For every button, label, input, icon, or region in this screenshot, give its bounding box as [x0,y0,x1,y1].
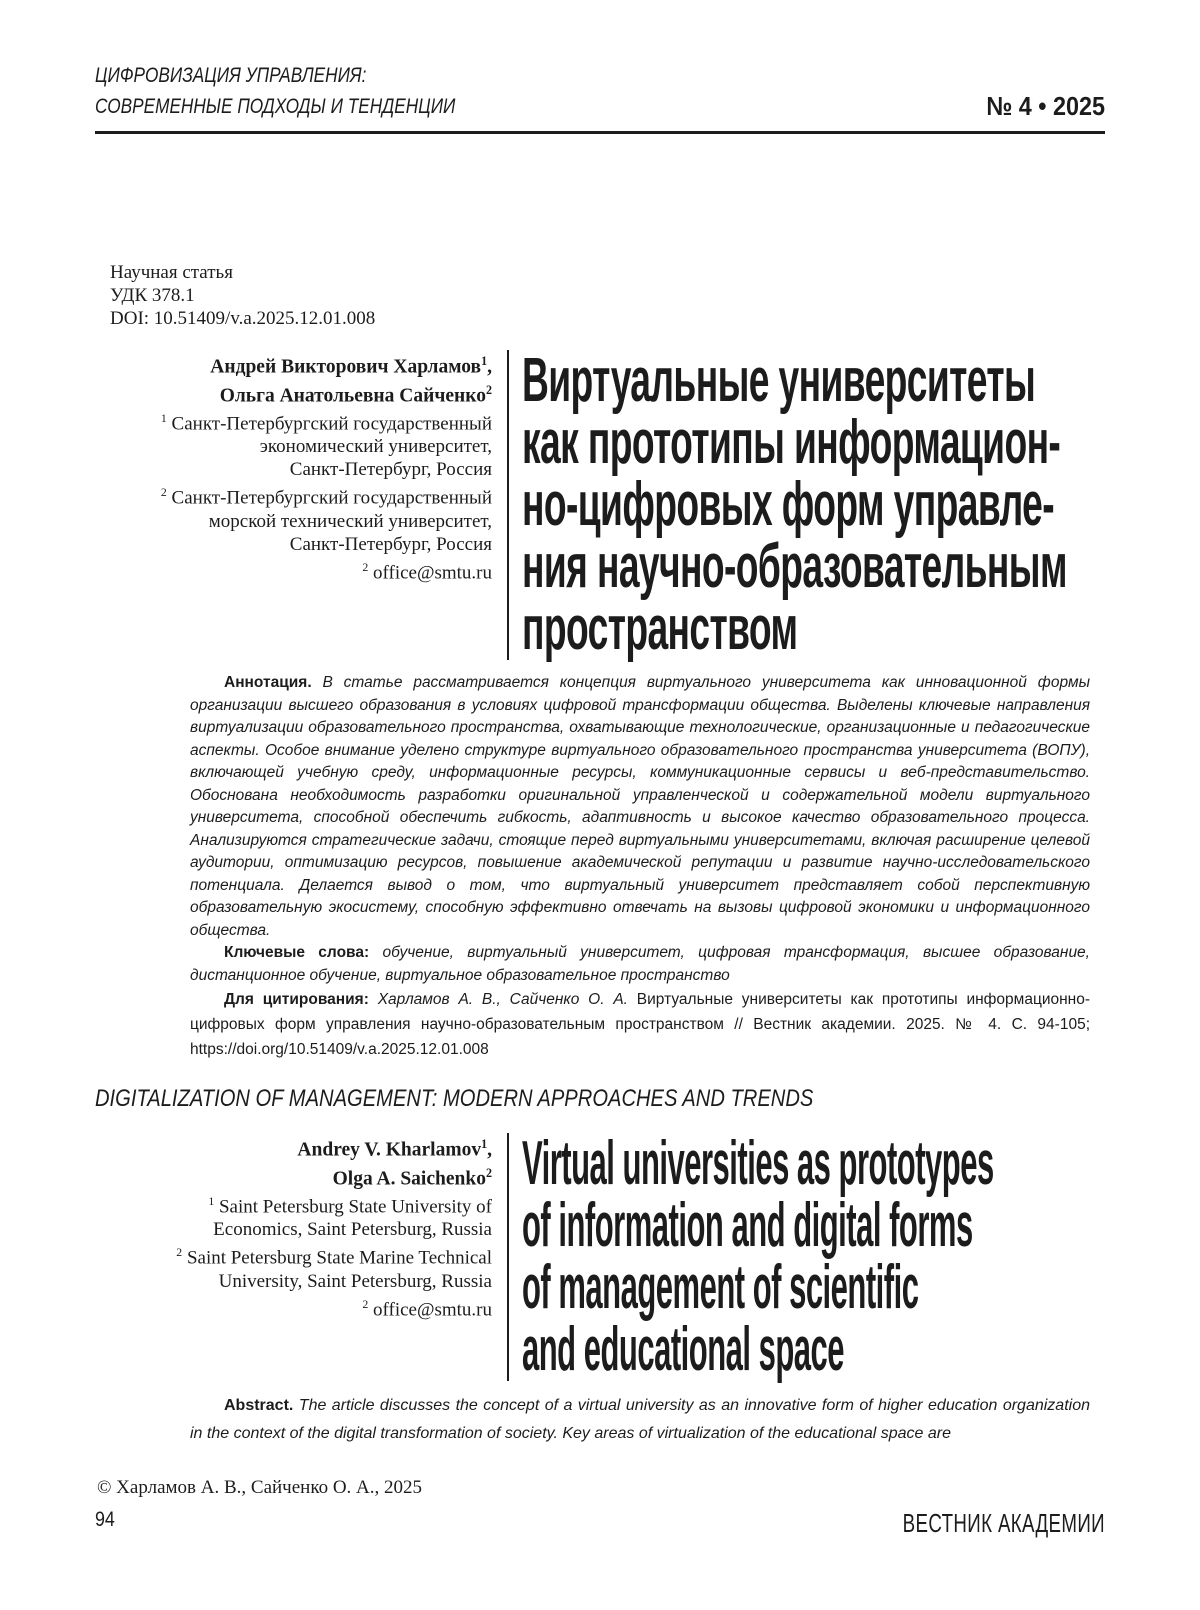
ru-abstract-section [190,672,1090,1062]
ru-citation-text: Виртуальные университеты как прототипы информационно-цифровых форм управления научно-образовательным пространством // Вестник академии. 2025. № 4. С. 94-105; https://doi.org/10.51409/v.a.2025.12.01.008 [190,991,1090,1058]
en-title-line-1: Virtual universities as prototypes [522,1129,994,1198]
ru-author-email [95,556,492,584]
ru-keywords-text: обучение, виртуальный университет, цифровая трансформация, высшее образование, дистанционное обучение, виртуальное образовательное пространство [190,944,1090,984]
en-abstract-text: The article discusses the concept of a virtual university as an innovative form of higher education organization in the context of the digital transformation of society. Key areas of virtualization of the educational space are [190,1397,1091,1442]
udc-code: УДК 378.1 [110,285,195,306]
running-head [95,60,1105,134]
ru-affiliation-2-line2: морской технический университет, [208,510,492,532]
ru-aff-1-text: Санкт-Петербургский государственный [171,413,492,435]
en-affiliation-1-line2: Economics, Saint Petersburg, Russia [213,1219,492,1241]
doi: DOI: 10.51409/v.a.2025.12.01.008 [110,308,376,329]
ru-aff-1-sup: 1 [160,412,167,425]
ru-affiliation-1-line2: экономический университет, [259,436,492,458]
page-number: 94 [95,1508,115,1531]
en-authors [95,1133,507,1381]
ru-citation-label: Для цитирования: [224,991,369,1008]
en-abstract-label: Abstract. [224,1397,294,1414]
en-title-line-2: of information and digital forms [522,1191,973,1260]
ru-aff-2-text: Санкт-Петербургский государственный [171,487,492,509]
article-type: Научная статья [110,262,233,283]
issue-number: № 4 • 2025 [986,91,1105,121]
ru-title-line-1: Виртуальные университеты [522,346,1036,415]
ru-email-text: office@smtu.ru [373,561,492,583]
copyright-line: © Харламов А. В., Сайченко О. А., 2025 [97,1477,423,1498]
journal-section-line2: СОВРЕМЕННЫЕ ПОДХОДЫ И ТЕНДЕНЦИИ [95,95,456,118]
ru-citation-authors: Харламов А. В., Сайченко О. А. [377,991,628,1008]
en-abstract-section [190,1392,1090,1448]
en-title-column [509,1129,1200,1384]
journal-section-line1: ЦИФРОВИЗАЦИЯ УПРАВЛЕНИЯ: [95,64,367,87]
en-email-text: office@smtu.ru [373,1298,492,1320]
en-aff-1-text: Saint Petersburg State University of [218,1196,492,1218]
en-aff-2-sup: 2 [176,1246,183,1260]
ru-keywords [190,942,1090,987]
ru-citation [190,987,1090,1062]
ru-abstract-keywords [190,672,1090,987]
ru-author-1-sup: 1 [481,354,488,368]
ru-author-2 [95,379,492,408]
en-email-sup: 2 [362,1297,369,1311]
en-aff-2-text: Saint Petersburg State Marine Technical [186,1247,492,1269]
en-author-1-sup: 1 [481,1137,488,1151]
en-title-line-3: of management of scientific [522,1253,919,1322]
ru-author-2-sup: 2 [485,382,492,397]
ru-article-title [522,346,1200,663]
ru-abstract-text: В статье рассматривается концепция виртуального университета как инновационной формы организации высшего образования в условиях цифровой трансформации общества. Выделены ключевые направления виртуализации образовательного пространства, охватывающие технологические, организационные и педагогические аспекты. Особое внимание уделено структуре виртуального образовательного пространства университета (ВОПУ), включающей учебную среду, информационные ресурсы, коммуникационные сервисы и веб-представительство. Обоснована необходимость разработки оригинальной управленческой и содержательной модели виртуального университета, способной обеспечить гибкость, адаптивность и высокое качество образовательного процесса. Анализируются стратегические задачи, стоящие перед виртуальными университетами, включая расширение целевой аудитории, оптимизацию ресурсов, повышение академической репутации и развитие научно-исследовательского потенциала. Делается вывод о том, что виртуальный университет представляет собой перспективную образовательную экосистему, способную эффективно отвечать на вызовы цифровой экономики и информационного общества. [190,674,1090,939]
ru-title-line-2: как прототипы информацион- [522,408,1061,477]
en-affiliation-2-line1 [95,1241,492,1269]
en-affiliation-1-line1 [95,1190,492,1218]
en-title-line-4: and educational space [522,1315,844,1384]
ru-affiliation-1-line1 [95,407,492,435]
ru-affiliation-2-line3: Санкт-Петербург, Россия [289,533,492,555]
en-section-title: DIGITALIZATION OF MANAGEMENT: MODERN APPROACHES AND TRENDS [95,1085,814,1112]
ru-author-1-tail: , [487,356,492,378]
en-aff-1-sup: 1 [208,1195,215,1208]
en-author-1-name: Andrey V. Kharlamov [297,1139,482,1161]
ru-title-line-5: пространством [522,594,798,663]
ru-keywords-label: Ключевые слова: [224,944,370,961]
ru-email-sup: 2 [362,560,369,574]
journal-name: ВЕСТНИК АКАДЕМИИ [902,1508,1105,1538]
ru-author-1-name: Андрей Викторович Харламов [210,356,482,378]
en-author-2-name: Olga A. Saichenko [332,1168,486,1189]
en-author-1-tail: , [487,1139,492,1161]
ru-title-line-3: но-цифровых форм управле- [522,470,1055,539]
ru-author-title-block [95,346,1105,663]
journal-section-title [95,60,455,122]
page-footer [95,1508,1105,1539]
en-affiliation-2-line2: University, Saint Petersburg, Russia [218,1270,492,1292]
ru-authors [95,350,507,660]
en-author-email [95,1293,492,1321]
ru-affiliation-2-line1 [95,481,492,509]
ru-aff-2-sup: 2 [160,486,167,500]
en-article-title [522,1129,1200,1384]
ru-abstract-label: Аннотация. [224,674,312,691]
en-author-2-sup: 2 [485,1165,492,1180]
en-author-1 [95,1133,492,1162]
article-meta [110,261,375,330]
ru-abstract [190,672,1090,942]
ru-author-1 [95,350,492,379]
ru-title-line-4: ния научно-образовательным [522,532,1067,601]
ru-author-2-name: Ольга Анатольевна Сайченко [219,385,486,406]
ru-affiliation-1-line3: Санкт-Петербург, Россия [289,459,492,481]
en-author-2 [95,1162,492,1191]
ru-title-column [509,346,1200,663]
en-abstract [190,1392,1090,1448]
en-author-title-block [95,1129,1105,1384]
